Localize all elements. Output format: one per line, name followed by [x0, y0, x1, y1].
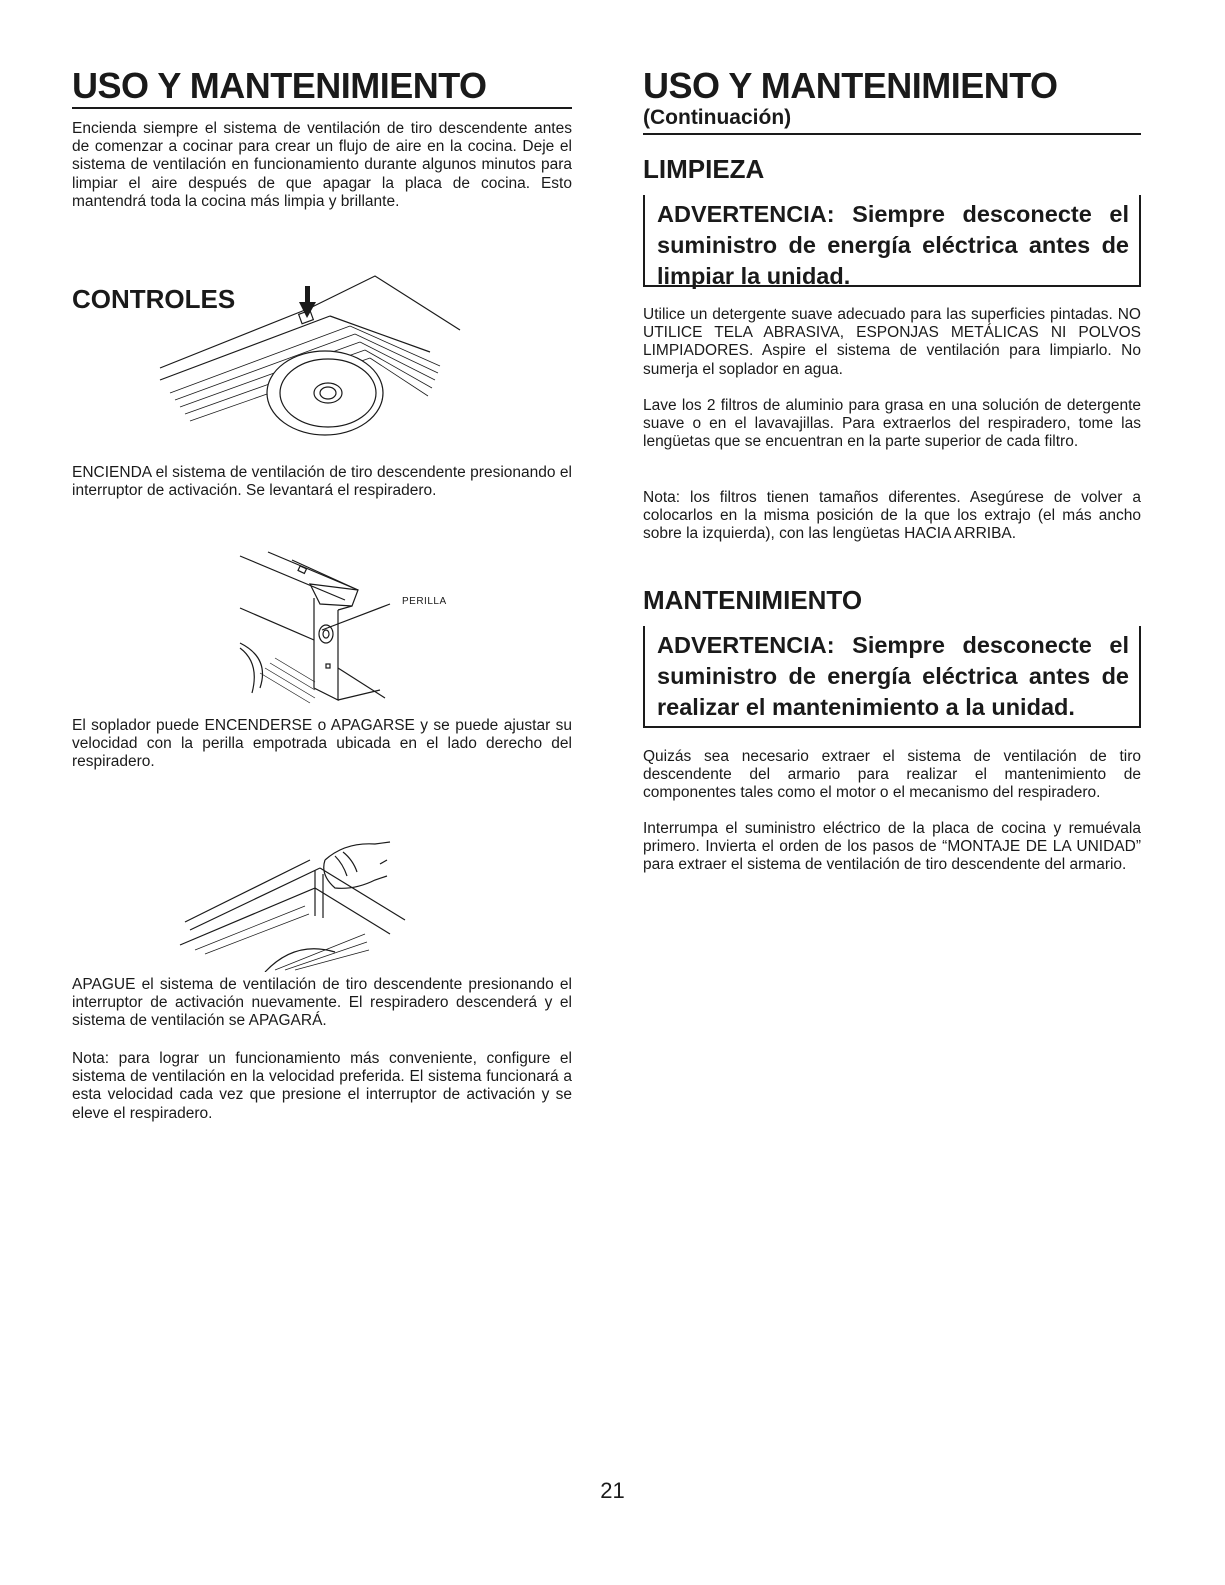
nota-left-paragraph: Nota: para lograr un funcionamiento más conveniente, configure el sistema de ventilación en la velocidad preferida. El sistema funcionará a esta velocidad cada vez que presione el interruptor de activación y se eleve el respiradero. [72, 1050, 572, 1122]
title-rule-right [643, 133, 1141, 135]
warning-text-limpieza: ADVERTENCIA: Siempre desconecte el suministro de energía eléctrica antes de limpiar la unidad. [657, 201, 1129, 289]
figure-hand-press [175, 830, 415, 972]
intro-paragraph: Encienda siempre el sistema de ventilación de tiro descendente antes de comenzar a cocinar para crear un flujo de aire en la cocina. Deje el sistema de ventilación en funcionamiento durante algunos minutos para limpiar el aire después de que apagar la placa de cocina. Esto mantendrá toda la cocina más limpia y brillante. [72, 120, 572, 210]
lave-paragraph: Lave los 2 filtros de aluminio para grasa en una solución de detergente suave o en el lavavajillas. Para extraerlos del respiradero, tome las lengüetas que se encuentran en la parte superior de cada filtro. [643, 397, 1141, 451]
interrumpa-paragraph: Interrumpa el suministro eléctrico de la placa de cocina y remuévala primero. Invierta el orden de los pasos de “MONTAJE DE LA UNIDAD” para extraer el sistema de ventilación de tiro descendente del armario. [643, 820, 1141, 874]
encienda-paragraph: ENCIENDA el sistema de ventilación de tiro descendente presionando el interruptor de activación. Se levantará el respiradero. [72, 464, 572, 500]
continuacion-subtitle: (Continuación) [643, 106, 792, 129]
warning-box-mantenimiento [643, 626, 1141, 728]
mantenimiento-heading: MANTENIMIENTO [643, 585, 863, 615]
soplador-paragraph: El soplador puede ENCENDERSE o APAGARSE y se puede ajustar su velocidad con la perilla empotrada ubicada en el lado derecho del respiradero. [72, 717, 572, 771]
figure-activation-switch [150, 268, 470, 448]
nota-right-paragraph: Nota: los filtros tienen tamaños diferentes. Asegúrese de volver a colocarlos en la misma posición de la que los extrajo (el más ancho sobre la izquierda), con las lengüetas HACIA ARRIBA. [643, 489, 1141, 543]
limpieza-heading: LIMPIEZA [643, 154, 765, 184]
knob-illustration [230, 548, 470, 710]
warning-text-mantenimiento: ADVERTENCIA: Siempre desconecte el suministro de energía eléctrica antes de realizar el mantenimiento a la unidad. [657, 632, 1129, 720]
apague-paragraph: APAGUE el sistema de ventilación de tiro descendente presionando el interruptor de activación nuevamente. El respiradero descenderá y el sistema de ventilación se APAGARÁ. [72, 976, 572, 1030]
controles-heading: CONTROLES [72, 284, 236, 314]
hand-press-illustration [175, 830, 415, 972]
page-title-right: USO Y MANTENIMIENTO [643, 65, 1058, 106]
warning-box-limpieza [643, 195, 1141, 287]
perilla-label: PERILLA [402, 596, 447, 607]
page-number: 21 [600, 1478, 625, 1503]
utilice-paragraph: Utilice un detergente suave adecuado para las superficies pintadas. NO UTILICE TELA ABRASIVA, ESPONJAS METÁLICAS NI POLVOS LIMPIADORES. Aspire el sistema de ventilación para limpiarlo. No sumerja el soplador en agua. [643, 306, 1141, 378]
figure-knob [230, 548, 470, 710]
page-title-left: USO Y MANTENIMIENTO [72, 65, 487, 106]
vent-switch-illustration [150, 268, 470, 448]
quizas-paragraph: Quizás sea necesario extraer el sistema de ventilación de tiro descendente del armario para realizar el mantenimiento de componentes tales como el motor o el mecanismo del respiradero. [643, 748, 1141, 802]
title-rule-left [72, 107, 572, 109]
